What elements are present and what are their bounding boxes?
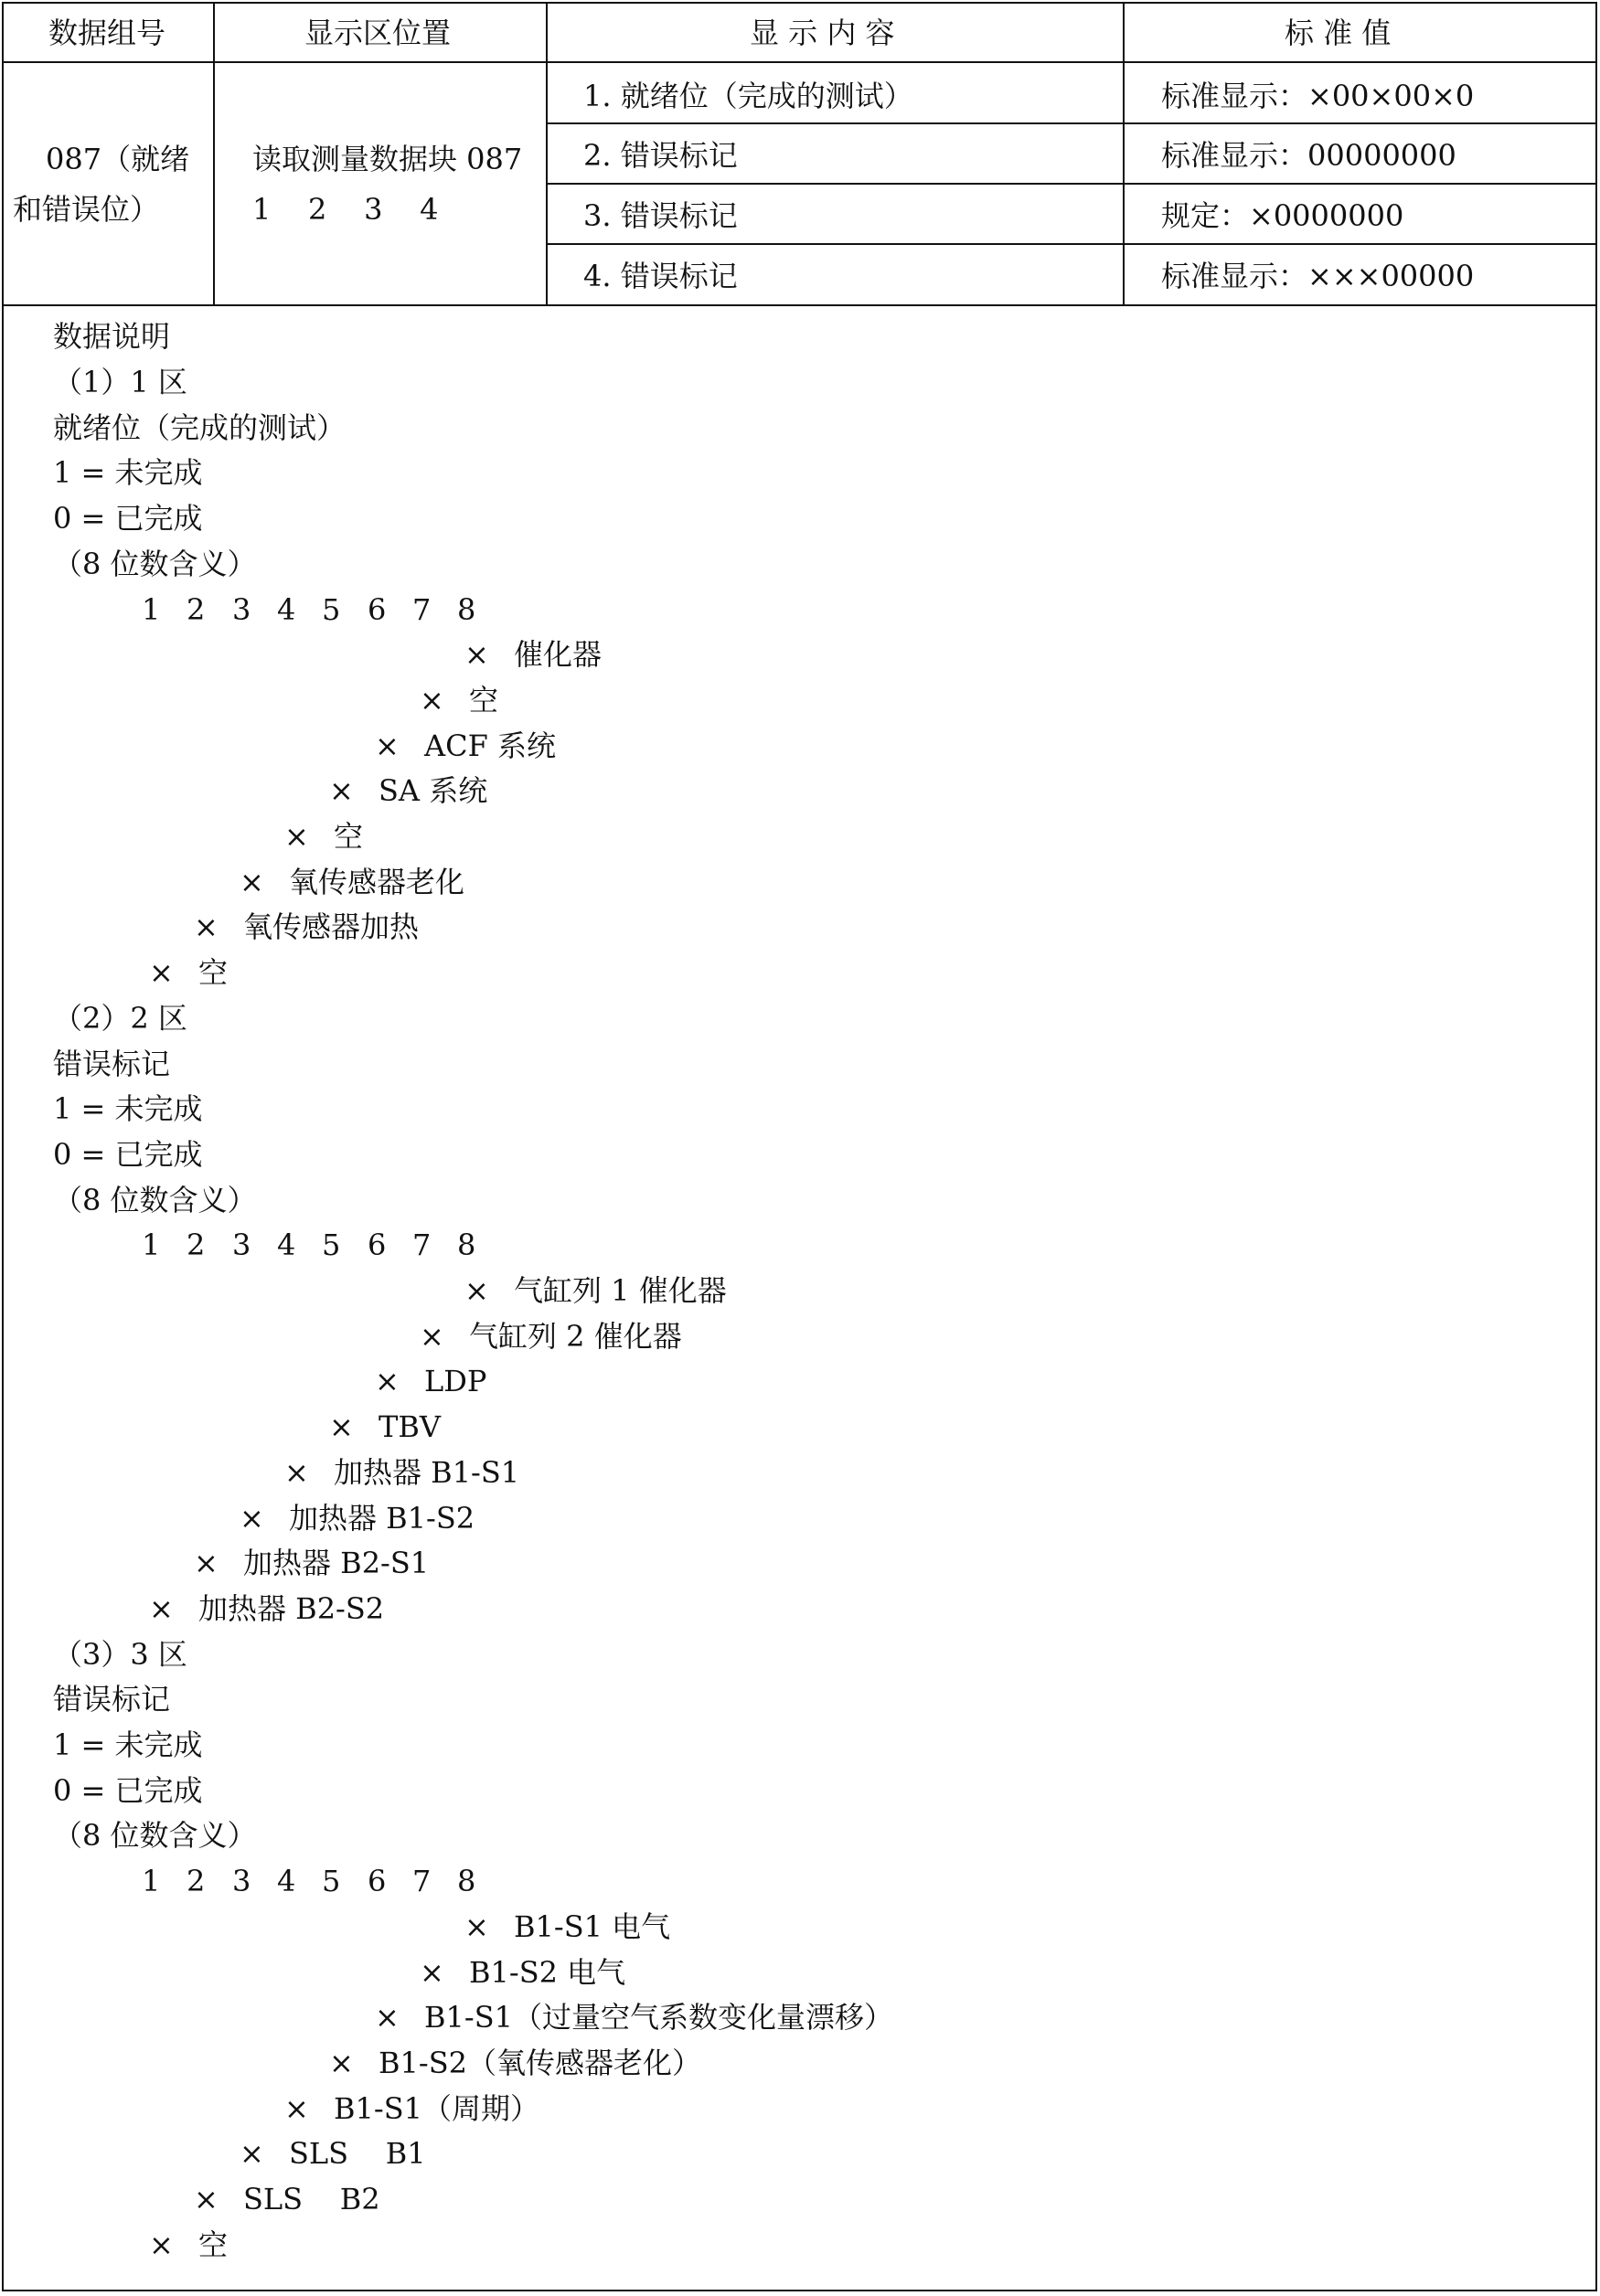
section-line: （8 位数含义） [53,1183,257,1217]
bit-label: B1-S2（氧传感器老化） [379,2046,701,2080]
bit-label: SLS B2 [243,2182,380,2216]
bit-mark: × [284,1455,309,1490]
row-4-standard: 标准显示：×××00000 [1161,259,1475,293]
bit-header-digit: 6 [368,592,387,627]
header-display-position: 显示区位置 [304,16,452,50]
bit-label: 氧传感器老化 [289,865,465,899]
bit-label: 空 [198,2227,229,2262]
table-frame [2,2,1597,2291]
section-line: 0 = 已完成 [53,501,203,536]
bit-header-digit: 8 [457,592,476,627]
bit-label: B1-S2 电气 [469,1955,626,1990]
bit-mark: × [420,683,444,718]
bit-header-digit: 6 [368,1864,387,1898]
bit-label: 气缸列 2 催化器 [469,1319,682,1354]
bit-header-digit: 3 [232,592,251,627]
bit-label: TBV [379,1409,441,1444]
bit-header-digit: 6 [368,1228,387,1262]
bit-header-digit: 4 [277,592,296,627]
table-bottom-divider [2,304,1597,306]
header-divider [2,61,1597,63]
bit-header-digit: 7 [412,1228,432,1262]
bit-mark: × [149,955,174,990]
section-line: 0 = 已完成 [53,1773,203,1808]
bit-mark: × [329,2046,354,2080]
bit-header-digit: 1 [142,1864,161,1898]
bit-mark: × [194,2182,219,2216]
bit-header-digit: 1 [142,1228,161,1262]
bit-mark: × [420,1319,444,1354]
bit-label: 加热器 B1-S2 [289,1501,475,1536]
bit-header-digit: 1 [142,592,161,627]
header-standard-value: 标 准 值 [1285,16,1392,50]
bit-header-digit: 3 [232,1228,251,1262]
bit-label: 加热器 B2-S1 [243,1546,430,1580]
section-line: （8 位数含义） [53,1818,257,1853]
bit-label: 气缸列 1 催化器 [514,1273,727,1308]
bit-mark: × [375,2000,400,2035]
section-line: 就绪位（完成的测试） [53,410,347,445]
bit-header-digit: 5 [322,1864,341,1898]
row-3-content: 3. 错误标记 [583,198,738,233]
section-heading: （3）3 区 [53,1637,187,1672]
col-divider-1 [213,2,215,306]
bit-label: LDP [424,1364,487,1398]
display-position-line-1: 读取测量数据块 087 [252,142,523,176]
bit-mark: × [240,865,264,899]
bit-mark: × [149,1591,174,1626]
bit-mark: × [329,773,354,808]
bit-mark: × [375,728,400,763]
bit-header-digit: 4 [277,1864,296,1898]
display-position-line-2: 1 2 3 4 [252,192,439,227]
row-divider-1 [546,122,1597,124]
section-line: （8 位数含义） [53,547,257,581]
bit-header-digit: 8 [457,1864,476,1898]
bit-header-digit: 5 [322,592,341,627]
section-line: 1 = 未完成 [53,455,203,490]
row-1-standard: 标准显示：×00×00×0 [1161,79,1475,113]
bit-label: B1-S1（过量空气系数变化量漂移） [424,2000,893,2035]
bit-header-digit: 3 [232,1864,251,1898]
section-line: 1 = 未完成 [53,1727,203,1762]
section-line: 错误标记 [53,1682,171,1717]
bit-mark: × [284,2091,309,2126]
bit-mark: × [464,1909,489,1944]
description-title: 数据说明 [53,319,171,354]
section-line: 错误标记 [53,1047,171,1081]
bit-mark: × [194,909,219,944]
bit-label: 加热器 B2-S2 [198,1591,385,1626]
bit-mark: × [194,1546,219,1580]
bit-header-digit: 8 [457,1228,476,1262]
bit-label: 氧传感器加热 [243,909,420,944]
row-4-content: 4. 错误标记 [583,259,738,293]
bit-label: B1-S1 电气 [514,1909,671,1944]
group-number-line-2: 和错误位） [13,192,160,227]
header-display-content: 显 示 内 容 [750,16,895,50]
bit-label: SLS B1 [289,2136,426,2171]
bit-label: 空 [198,955,229,990]
bit-header-digit: 2 [187,1864,206,1898]
section-heading: （2）2 区 [53,1001,187,1036]
bit-label: 空 [334,819,364,854]
row-2-standard: 标准显示：00000000 [1161,138,1456,173]
row-divider-2 [546,183,1597,185]
bit-header-digit: 7 [412,592,432,627]
section-line: 0 = 已完成 [53,1137,203,1172]
section-line: 1 = 未完成 [53,1091,203,1126]
bit-header-digit: 2 [187,592,206,627]
col-divider-2 [546,2,548,306]
bit-mark: × [375,1364,400,1398]
bit-mark: × [464,637,489,672]
bit-mark: × [284,819,309,854]
bit-label: 催化器 [514,637,603,672]
row-1-content: 1. 就绪位（完成的测试） [583,79,913,113]
bit-label: SA 系统 [379,773,488,808]
bit-mark: × [149,2227,174,2262]
bit-mark: × [464,1273,489,1308]
bit-label: B1-S1（周期） [334,2091,539,2126]
bit-header-digit: 4 [277,1228,296,1262]
bit-header-digit: 7 [412,1864,432,1898]
bit-mark: × [240,1501,264,1536]
bit-label: ACF 系统 [424,728,556,763]
bit-mark: × [420,1955,444,1990]
bit-mark: × [329,1409,354,1444]
row-divider-3 [546,243,1597,245]
bit-header-digit: 5 [322,1228,341,1262]
bit-label: 空 [469,683,499,718]
group-number-line-1: 087（就绪 [46,142,190,176]
bit-header-digit: 2 [187,1228,206,1262]
row-2-content: 2. 错误标记 [583,138,738,173]
bit-mark: × [240,2136,264,2171]
bit-label: 加热器 B1-S1 [334,1455,520,1490]
section-heading: （1）1 区 [53,365,187,399]
col-divider-3 [1123,2,1125,306]
row-3-standard: 规定：×0000000 [1161,198,1404,233]
header-group-number: 数据组号 [48,16,166,50]
